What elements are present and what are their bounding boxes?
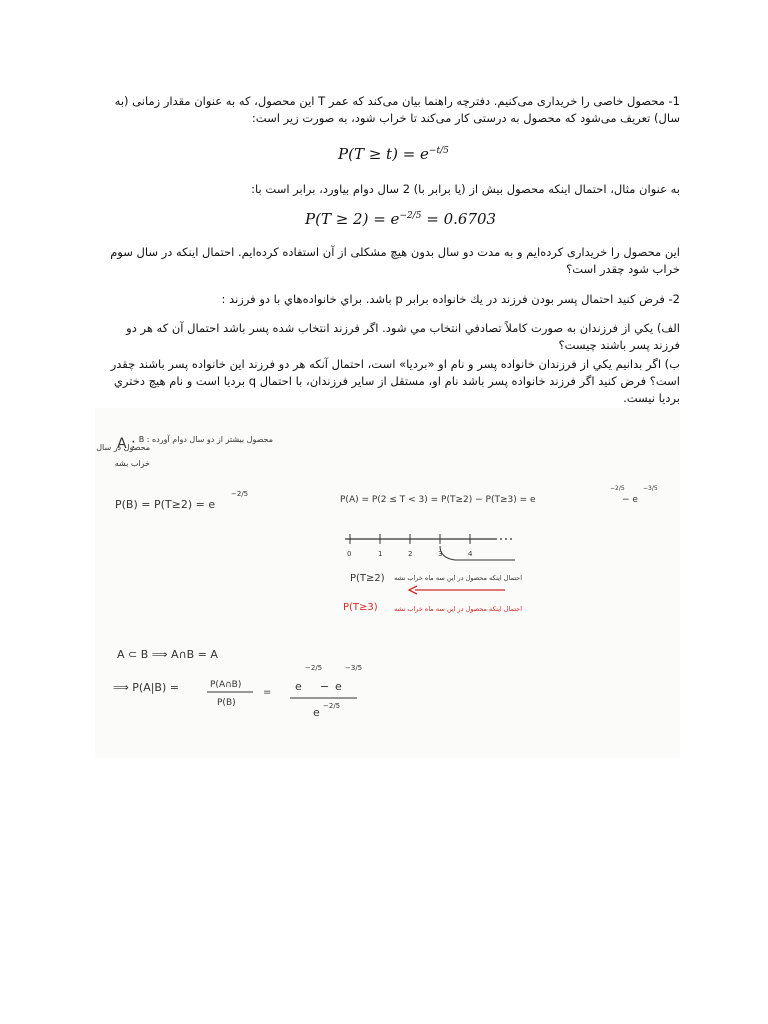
- formula-2: [305, 210, 496, 228]
- formula-2-exp: −2/5: [399, 211, 422, 221]
- arrow2-label: P(T≥3): [343, 602, 378, 613]
- cond-eq: =: [263, 687, 272, 698]
- note-a-line1: محصول در سال: [96, 443, 150, 452]
- handwritten-solution: [95, 408, 680, 758]
- formula-1-lhs: P(T ≥ t) = e: [338, 145, 429, 163]
- q1-question: این محصول را خریداری کرده‌ایم و به مدت دو سال بدون هیچ مشکلی از آن استفاده کرده‌ایم. احتمال اینکه در سال سوم خراب شود چقدر است؟: [110, 245, 680, 276]
- pa-exp2: −3/5: [643, 485, 658, 492]
- frac-num-e1: e: [295, 680, 302, 693]
- q1-example: به عنوان مثال، احتمال اینکه محصول بیش از (یا برابر با) 2 سال دوام بیاورد، برابر است با:: [251, 182, 680, 196]
- pa-exp1: −2/5: [610, 485, 625, 492]
- q2-part-b: ب) اگر بدانيم يكي از فرزندان خانواده پسر و نام او «برديا» است، احتمال آنكه هر دو فرزند اين خانواده پسر باشند چقدر است؟ فرض كنيد اگر فرزند خانواده پسر باشد نام او، مستقل از ساير فرزندان، با احتمال q برديا است و نام هيچ دختري برديا نيست.: [110, 357, 680, 405]
- formula-2-rhs: = 0.6703: [426, 210, 497, 228]
- frac-den-e: e: [313, 706, 320, 719]
- frac-num-exp2: −3/5: [345, 664, 363, 672]
- cond-lhs: ⟹ P(A|B) =: [113, 681, 179, 694]
- cond-num: P(A∩B): [210, 680, 242, 690]
- frac-num-minus: −: [320, 680, 330, 693]
- cond-den: P(B): [217, 698, 236, 708]
- note-a-line2: خراب بشه: [114, 459, 150, 468]
- frac-num-e2: e: [335, 680, 342, 693]
- arrow2-note: احتمال اینکه محصول در این سه ماه خراب نشه: [394, 605, 522, 613]
- tick-label-1: 1: [378, 550, 383, 558]
- arrow1-label: P(T≥2): [350, 573, 385, 584]
- formula-1-exp: −t/5: [428, 146, 449, 156]
- solution-drawing: [95, 408, 680, 758]
- pa-eq: P(A) = P(2 ≤ T < 3) = P(T≥2) − P(T≥3) = e: [340, 495, 536, 505]
- pb-eq: P(B) = P(T≥2) = e: [115, 498, 216, 511]
- q1-intro: 1- محصول خاصی را خریداری می‌کنیم. دفترچه راهنما بیان می‌کند که عمر T این محصول، که به عنوان مقدار زمانی (به سال) تعریف می‌شود که محصول به درستی کار می‌کند تا خراب شود، به صورت زیر است:: [114, 94, 680, 125]
- bracket-line: [440, 546, 515, 560]
- frac-num-exp1: −2/5: [305, 664, 323, 672]
- pa-mid: − e: [622, 495, 638, 505]
- pb-exp: −2/5: [231, 490, 249, 498]
- arrow1-note: احتمال اینکه محصول در این سه ماه خراب نشه: [394, 574, 522, 582]
- subset-relation: A ⊂ B ⟹ A∩B = A: [117, 648, 218, 661]
- q2-intro: 2- فرض كنيد احتمال پسر بودن فرزند در يك خانواده برابر p باشد. براي خانواده‌هاي با دو فرزند :: [221, 292, 680, 306]
- label-a: A :: [117, 436, 136, 452]
- tick-label-3: 3: [438, 550, 443, 558]
- formula-1: [338, 145, 449, 163]
- formula-2-lhs: P(T ≥ 2) = e: [305, 210, 400, 228]
- arrow-red-1: [409, 586, 505, 594]
- number-line: [345, 534, 515, 560]
- tick-label-0: 0: [347, 550, 352, 558]
- q2-part-a: الف) يكي از فرزندان به صورت كاملاً تصادفي انتخاب مي شود. اگر فرزند انتخاب شده پسر باشد احتمال آن كه هر دو فرزند پسر باشند چيست؟: [126, 321, 680, 352]
- frac-den-exp: −2/5: [323, 702, 341, 710]
- tick-label-4: 4: [468, 550, 473, 558]
- label-b: محصول بیشتر از دو سال دوام آورده : B: [138, 435, 273, 444]
- tick-label-2: 2: [408, 550, 413, 558]
